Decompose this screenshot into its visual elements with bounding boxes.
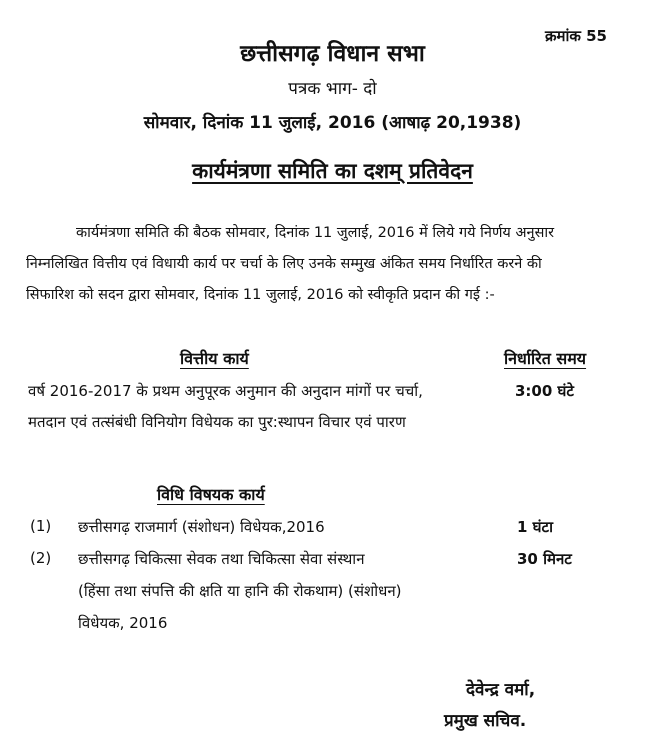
- item-time: 30 मिनट: [517, 550, 572, 568]
- item-line: छत्तीसगढ़ चिकित्सा सेवक तथा चिकित्सा सेवा संस्थान: [78, 550, 365, 568]
- item-time: 1 घंटा: [517, 518, 553, 536]
- assembly-title: छत्तीसगढ़ विधान सभा: [240, 41, 425, 67]
- item-line: छत्तीसगढ़ राजमार्ग (संशोधन) विधेयक,2016: [78, 518, 325, 536]
- intro-line-2: निम्नलिखित वित्तीय एवं विधायी कार्य पर चर्चा के लिए उनके सम्मुख अंकित समय निर्धारित करने की: [26, 256, 542, 272]
- item-line: विधेयक, 2016: [78, 614, 168, 632]
- report-title: कार्यमंत्रणा समिति का दशम् प्रतिवेदन: [192, 159, 473, 183]
- legislative-heading: विधि विषयक कार्य: [157, 485, 265, 504]
- item-number: (2): [30, 549, 52, 567]
- bulletin-part: पत्रक भाग- दो: [288, 79, 377, 99]
- serial-number: क्रमांक 55: [545, 27, 607, 45]
- item-line: (हिंसा तथा संपत्ति की क्षति या हानि की रोकथाम) (संशोधन): [78, 582, 402, 600]
- intro-line-1: कार्यमंत्रणा समिति की बैठक सोमवार, दिनांक 11 जुलाई, 2016 में लिये गये निर्णय अनुसार: [76, 225, 555, 241]
- signatory-designation: प्रमुख सचिव.: [444, 711, 527, 731]
- financial-time: 3:00 घंटे: [515, 382, 574, 400]
- intro-line-3: सिफारिश को सदन द्वारा सोमवार, दिनांक 11 जुलाई, 2016 को स्वीकृति प्रदान की गई :-: [26, 287, 495, 303]
- financial-line-1: वर्ष 2016-2017 के प्रथम अनुपूरक अनुमान की अनुदान मांगों पर चर्चा,: [28, 382, 423, 400]
- item-number: (1): [30, 517, 52, 535]
- time-heading: निर्धारित समय: [504, 349, 587, 368]
- session-date: सोमवार, दिनांक 11 जुलाई, 2016 (आषाढ़ 20,1938): [143, 113, 522, 133]
- financial-line-2: मतदान एवं तत्संबंधी विनियोग विधेयक का पुर:स्थापन विचार एवं पारण: [28, 413, 406, 431]
- signatory-name: देवेन्द्र वर्मा,: [466, 680, 536, 700]
- financial-heading: वित्तीय कार्य: [180, 349, 249, 368]
